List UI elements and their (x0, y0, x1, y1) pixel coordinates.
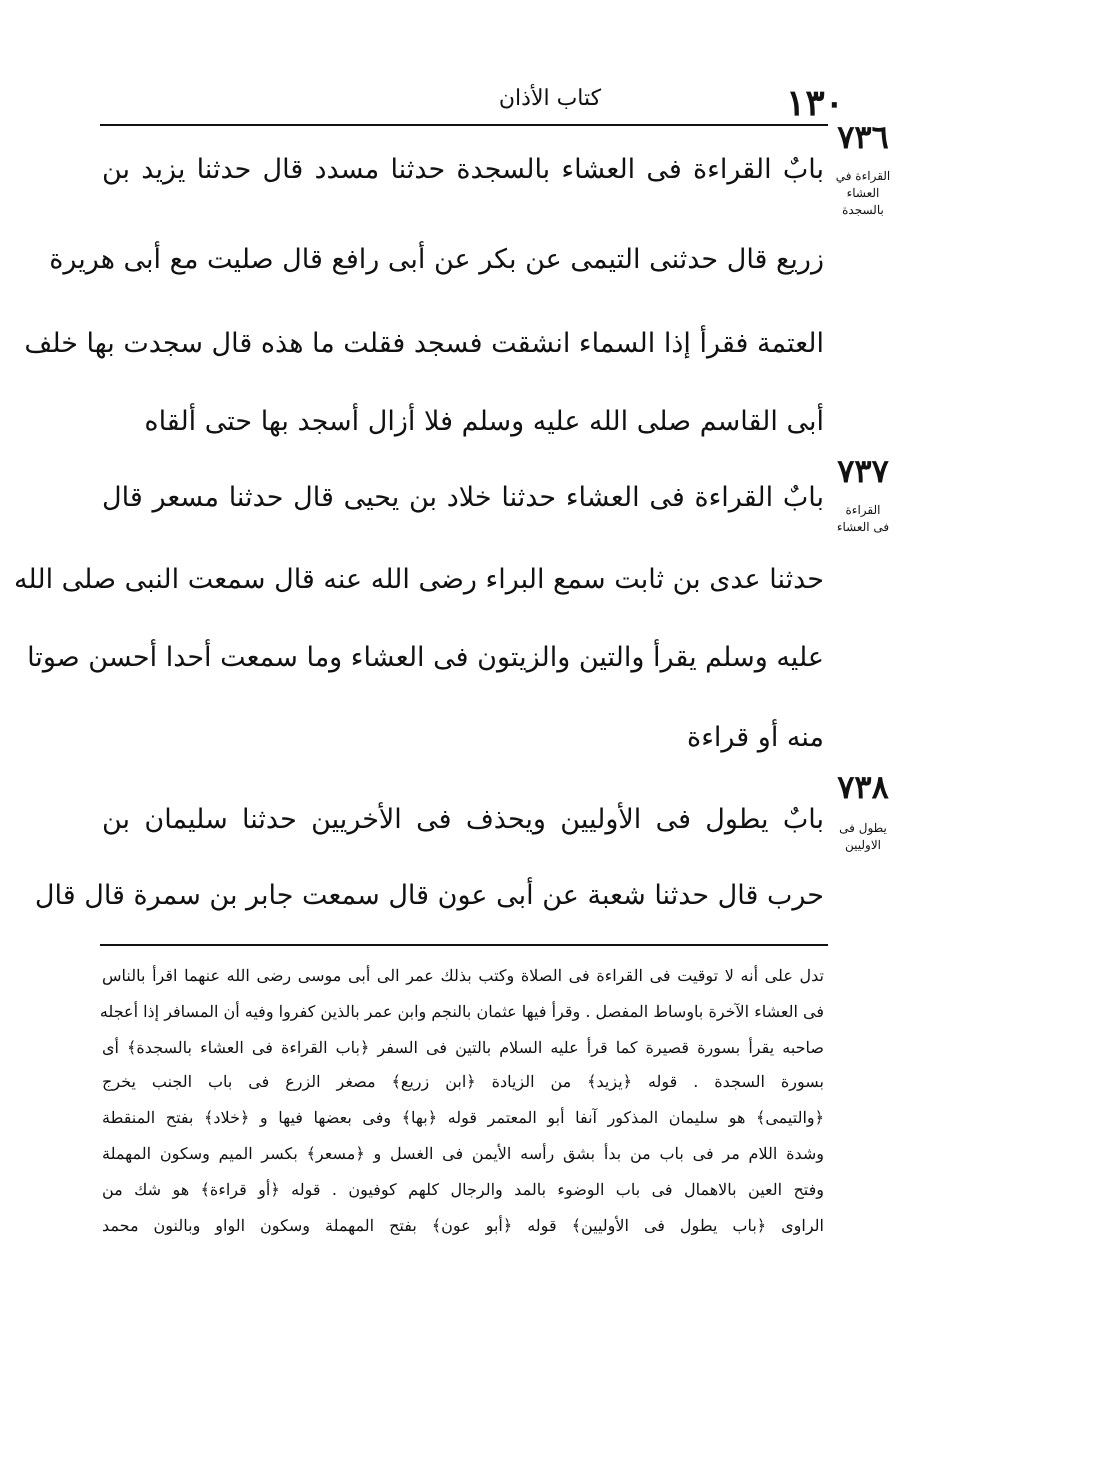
chapter-number: ٧٣٧ (837, 452, 889, 490)
text-line: بابٌ القراءة فى العشاء حدثنا خلاد بن يحيى قال حدثنا مسعر قال (102, 482, 824, 513)
chapter-number: ٧٣٦ (837, 118, 889, 156)
page-header (100, 82, 844, 124)
text-line: حدثنا عدى بن ثابت سمع البراء رضى الله عنه قال سمعت النبى صلى الله (13, 564, 824, 595)
text-line: العتمة فقرأ إذا السماء انشقت فسجد فقلت ما هذه قال سجدت بها خلف (24, 328, 824, 359)
footnote-line: وشدة اللام مر فى باب من بدأ بشق رأسه الأيمن فى الغسل و ﴿مسعر﴾ بكسر الميم وسكون المهملة (102, 1144, 824, 1163)
margin-title-line: فى العشاء (836, 520, 890, 534)
text-line: زريع قال حدثنى التيمى عن بكر عن أبى رافع قال صليت مع أبى هريرة (49, 244, 824, 275)
page-number: ١٣٠ (785, 82, 844, 124)
chapter-margin-title (832, 168, 894, 219)
margin-title-line: بالسجدة (842, 203, 884, 217)
margin-title-line: القراءة في (835, 169, 891, 183)
chapter-margin-title (832, 502, 894, 536)
footnote-line: فى العشاء الآخرة باوساط المفصل . وقرأ فيها عثمان بالنجم وابن عمر بالذين كفروا وفيه أن المسافر إذا أعجله (99, 1002, 824, 1021)
text-line: بابٌ يطول فى الأوليين ويحذف فى الأخريين حدثنا سليمان بن (102, 804, 824, 835)
chapter-number: ٧٣٨ (837, 768, 889, 806)
text-line: عليه وسلم يقرأ والتين والزيتون فى العشاء وما سمعت أحدا أحسن صوتا (27, 642, 824, 673)
margin-title-line: الاوليين (844, 838, 881, 852)
chapter-margin-title (832, 820, 894, 854)
text-line: بابٌ القراءة فى العشاء بالسجدة حدثنا مسدد قال حدثنا يزيد بن (102, 154, 824, 185)
footnote-line: صاحبه يقرأ بسورة قصيرة كما قرأ عليه السلام بالتين فى السفر ﴿باب القراءة فى العشاء بالسجدة﴾ أى (102, 1038, 824, 1057)
text-line: حرب قال حدثنا شعبة عن أبى عون قال سمعت جابر بن سمرة قال قال (34, 880, 824, 911)
footnote-line: وفتح العين بالاهمال فى باب الوضوء بالمد والرجال كلهم كوفيون . قوله ﴿أو قراءة﴾ هو شك من (102, 1180, 824, 1199)
footnote-line: ﴿والتيمى﴾ هو سليمان المذكور آنفا أبو المعتمر قوله ﴿بها﴾ وفى بعضها فيها و ﴿خلاد﴾ بفتح المنقطة (102, 1108, 824, 1127)
footnote-line: الراوى ﴿باب يطول فى الأوليين﴾ قوله ﴿أبو عون﴾ بفتح المهملة وسكون الواو وبالنون محمد (102, 1216, 824, 1235)
margin-title-line: يطول فى (839, 821, 887, 835)
running-title: كتاب الأذان (498, 86, 602, 111)
text-line: منه أو قراءة (687, 722, 824, 753)
margin-title-line: العشاء (846, 186, 880, 200)
text-line: أبى القاسم صلى الله عليه وسلم فلا أزال أسجد بها حتى ألقاه (144, 406, 824, 437)
margin-title-line: القراءة (845, 503, 881, 517)
header-rule (100, 124, 828, 126)
footnote-line: بسورة السجدة . قوله ﴿يزيد﴾ من الزيادة ﴿ابن زريع﴾ مصغر الزرع فى باب الجنب يخرج (102, 1072, 824, 1091)
footnote-line: تدل على أنه لا توقيت فى القراءة فى الصلاة وكتب بذلك عمر الى أبى موسى رضى الله عنهما اقرأ بالناس (102, 966, 824, 985)
footnote-rule (100, 944, 828, 946)
